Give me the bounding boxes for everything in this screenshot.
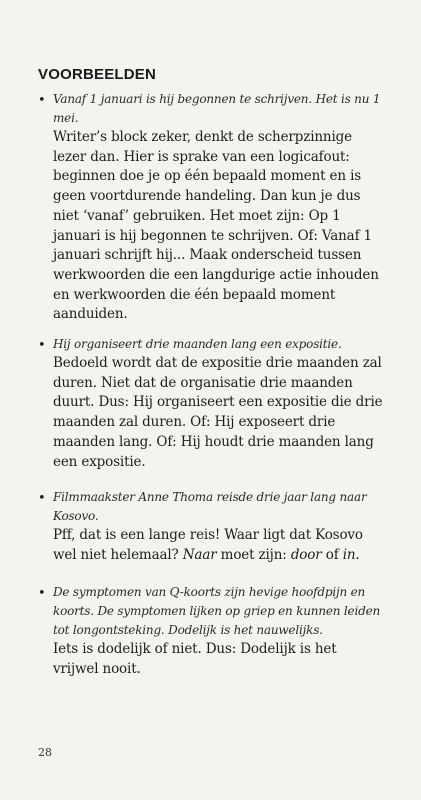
- example-explanation: Pff, dat is een lange reis! Waar ligt dat Kosovo wel niet helemaal? Naar moet zijn: door of in.: [53, 527, 363, 563]
- example-quote: Hij organiseert drie maanden lang een expositie.: [53, 337, 342, 351]
- example-item: [38, 90, 383, 325]
- example-quote: Vanaf 1 januari is hij begonnen te schrijven. Het is nu 1 mei.: [53, 92, 381, 125]
- example-quote: De symptomen van Q-koorts zijn hevige hoofdpijn en koorts. De symptomen lijken op griep en kunnen leiden tot longontsteking. Dodelijk is het nauwelijks.: [53, 585, 380, 637]
- bullet-icon: •: [38, 338, 46, 353]
- example-explanation: Writer’s block zeker, denkt de scherpzinnige lezer dan. Hier is sprake van een logicafout: beginnen doe je op één bepaald moment en is geen voortdurende handeling. Dan kun je dus niet ‘vanaf’ gebruiken. Het moet zijn: Op 1 januari is hij begonnen te schrijven. Of: Vanaf 1 januari schrijft hij... Maak onderscheid tussen werkwoorden die een langdurige actie inhouden en werkwoorden die één bepaald moment aanduiden.: [53, 129, 379, 323]
- bullet-icon: •: [38, 93, 46, 108]
- example-item: [38, 583, 383, 679]
- example-explanation: Iets is dodelijk of niet. Dus: Dodelijk is het vrijwel nooit.: [53, 641, 337, 677]
- example-item: [38, 335, 383, 472]
- bullet-icon: •: [38, 491, 46, 506]
- example-quote: Filmmaakster Anne Thoma reisde drie jaar lang naar Kosovo.: [53, 490, 367, 523]
- bullet-icon: •: [38, 586, 46, 601]
- example-item: [38, 488, 383, 565]
- page-number: 28: [38, 746, 52, 759]
- example-explanation: Bedoeld wordt dat de expositie drie maanden zal duren. Niet dat de organisatie drie maanden duurt. Dus: Hij organiseert een expositie die drie maanden zal duren. Of: Hij exposeert drie maanden lang. Of: Hij houdt drie maanden lang een expositie.: [53, 355, 383, 470]
- section-heading: VOORBEELDEN: [38, 66, 157, 83]
